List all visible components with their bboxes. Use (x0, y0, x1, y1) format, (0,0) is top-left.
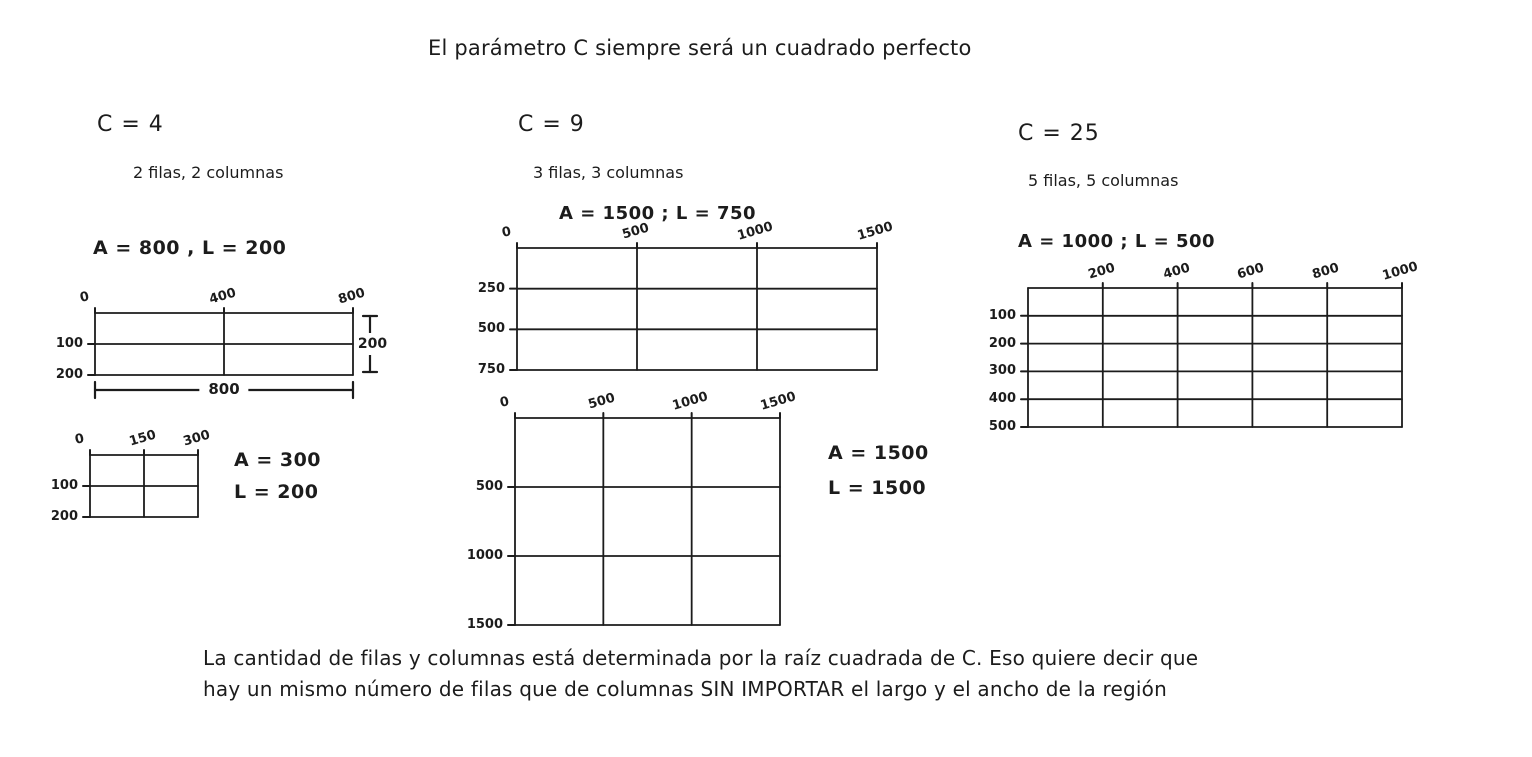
grid-c9-square (466, 389, 798, 632)
x-tick-label: 400 (207, 285, 238, 308)
origin-tick-label: 0 (73, 431, 86, 448)
x-tick-label: 150 (127, 427, 158, 450)
c9-square-area-annotation: A = 1500 (828, 442, 929, 464)
x-tick-label: 200 (1086, 260, 1117, 283)
x-tick-label: 1500 (855, 219, 895, 244)
c4-dims-label: 2 filas, 2 columnas (133, 163, 284, 182)
grid-c4-small (50, 427, 212, 524)
c25-dims-label: 5 filas, 5 columnas (1028, 171, 1179, 190)
x-tick-label: 800 (1310, 260, 1341, 283)
x-tick-label: 1000 (735, 219, 775, 244)
grid-c9-wide (477, 219, 895, 377)
y-tick-label: 500 (475, 478, 503, 494)
footer-explanation-line1: La cantidad de filas y columnas está determinada por la raíz cuadrada de C. Eso quiere decir que (203, 646, 1199, 670)
y-tick-label: 1500 (466, 616, 503, 632)
x-tick-label: 1000 (1380, 259, 1420, 284)
grid-c25-main (988, 259, 1420, 434)
x-tick-label: 1500 (758, 389, 798, 414)
y-tick-label: 500 (477, 321, 505, 337)
grid-lines (1028, 288, 1402, 427)
x-tick-label: 1000 (670, 389, 710, 414)
y-tick-label: 200 (50, 508, 78, 524)
x-tick-label: 500 (620, 220, 651, 243)
y-tick-label: 500 (988, 418, 1016, 434)
y-tick-label: 750 (477, 361, 505, 377)
x-tick-label: 500 (586, 390, 618, 413)
y-tick-label: 250 (477, 280, 505, 296)
y-tick-label: 200 (55, 366, 83, 382)
grid-lines (517, 248, 877, 370)
origin-tick-label: 0 (500, 224, 513, 241)
c4-small-area-annotation: A = 300 (234, 449, 322, 471)
x-tick-label: 600 (1235, 260, 1267, 283)
width-measure-label: 800 (199, 380, 248, 398)
height-measure-label: 200 (357, 333, 388, 355)
c4-value-label: C = 4 (97, 112, 164, 137)
y-tick-label: 100 (988, 307, 1016, 323)
y-tick-label: 400 (988, 390, 1016, 406)
c25-area-length-annotation: A = 1000 ; L = 500 (1018, 231, 1216, 252)
c9-value-label: C = 9 (518, 112, 585, 137)
y-tick-label: 100 (50, 477, 78, 493)
y-tick-label: 1000 (466, 547, 503, 563)
grid-lines (95, 313, 353, 375)
c9-square-length-annotation: L = 1500 (828, 477, 927, 499)
origin-tick-label: 0 (498, 394, 511, 411)
x-tick-label: 800 (336, 285, 367, 308)
page-title: El parámetro C siempre será un cuadrado perfecto (428, 36, 972, 60)
grid-lines (90, 455, 198, 517)
x-tick-label: 300 (181, 427, 212, 450)
c25-value-label: C = 25 (1018, 121, 1100, 146)
c9-dims-label: 3 filas, 3 columnas (533, 163, 684, 182)
origin-tick-label: 0 (78, 289, 91, 306)
c4-area-length-annotation: A = 800 , L = 200 (93, 237, 287, 259)
c4-small-length-annotation: L = 200 (234, 481, 319, 503)
y-tick-label: 100 (55, 335, 83, 351)
c9-area-length-annotation: A = 1500 ; L = 750 (559, 203, 757, 224)
grid-lines (515, 418, 780, 625)
grid-c4-main (55, 285, 388, 399)
x-tick-label: 400 (1161, 260, 1192, 283)
footer-explanation-line2: hay un mismo número de filas que de columnas SIN IMPORTAR el largo y el ancho de la región (203, 677, 1167, 701)
y-tick-label: 300 (988, 363, 1016, 379)
y-tick-label: 200 (988, 335, 1016, 351)
